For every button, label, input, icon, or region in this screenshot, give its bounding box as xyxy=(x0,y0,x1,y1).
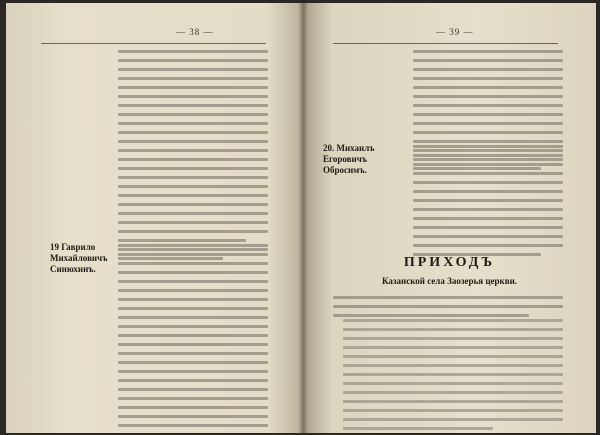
list-row xyxy=(343,319,563,322)
list-row xyxy=(343,364,563,367)
entry-20-name: Михаилъ Егоровичъ Обросимъ. xyxy=(323,143,375,175)
left-page-number: — 38 — xyxy=(176,27,214,37)
list-row xyxy=(343,373,563,376)
left-upper-text-block xyxy=(118,50,268,266)
list-row xyxy=(343,427,493,430)
book-gutter xyxy=(298,3,308,433)
book-spread xyxy=(6,3,596,433)
entry-19-name: Гаврило Михайловичъ Синюхинъ. xyxy=(50,242,108,274)
left-page xyxy=(6,3,303,433)
entry-19-number: 19 xyxy=(50,242,59,252)
list-row xyxy=(343,346,563,349)
list-row xyxy=(343,355,563,358)
left-lower-text-block xyxy=(118,244,268,433)
list-row xyxy=(343,400,563,403)
list-row xyxy=(343,409,563,412)
right-middle-text-block xyxy=(413,145,563,262)
entry-20-number: 20. xyxy=(323,143,335,153)
list-row xyxy=(343,328,563,331)
list-row xyxy=(343,337,563,340)
section-heading: ПРИХОДЪ xyxy=(403,255,496,270)
left-header-rule xyxy=(41,43,266,44)
section-subheading: Казанской села Заозерья церкви. xyxy=(381,276,518,286)
entry-20-label xyxy=(323,143,411,176)
list-row xyxy=(343,382,563,385)
list-row xyxy=(343,391,563,394)
right-page-number: — 39 — xyxy=(436,27,474,37)
list-row xyxy=(343,418,563,421)
right-page xyxy=(303,3,596,433)
entry-19-label xyxy=(50,242,120,275)
right-header-rule xyxy=(333,43,558,44)
